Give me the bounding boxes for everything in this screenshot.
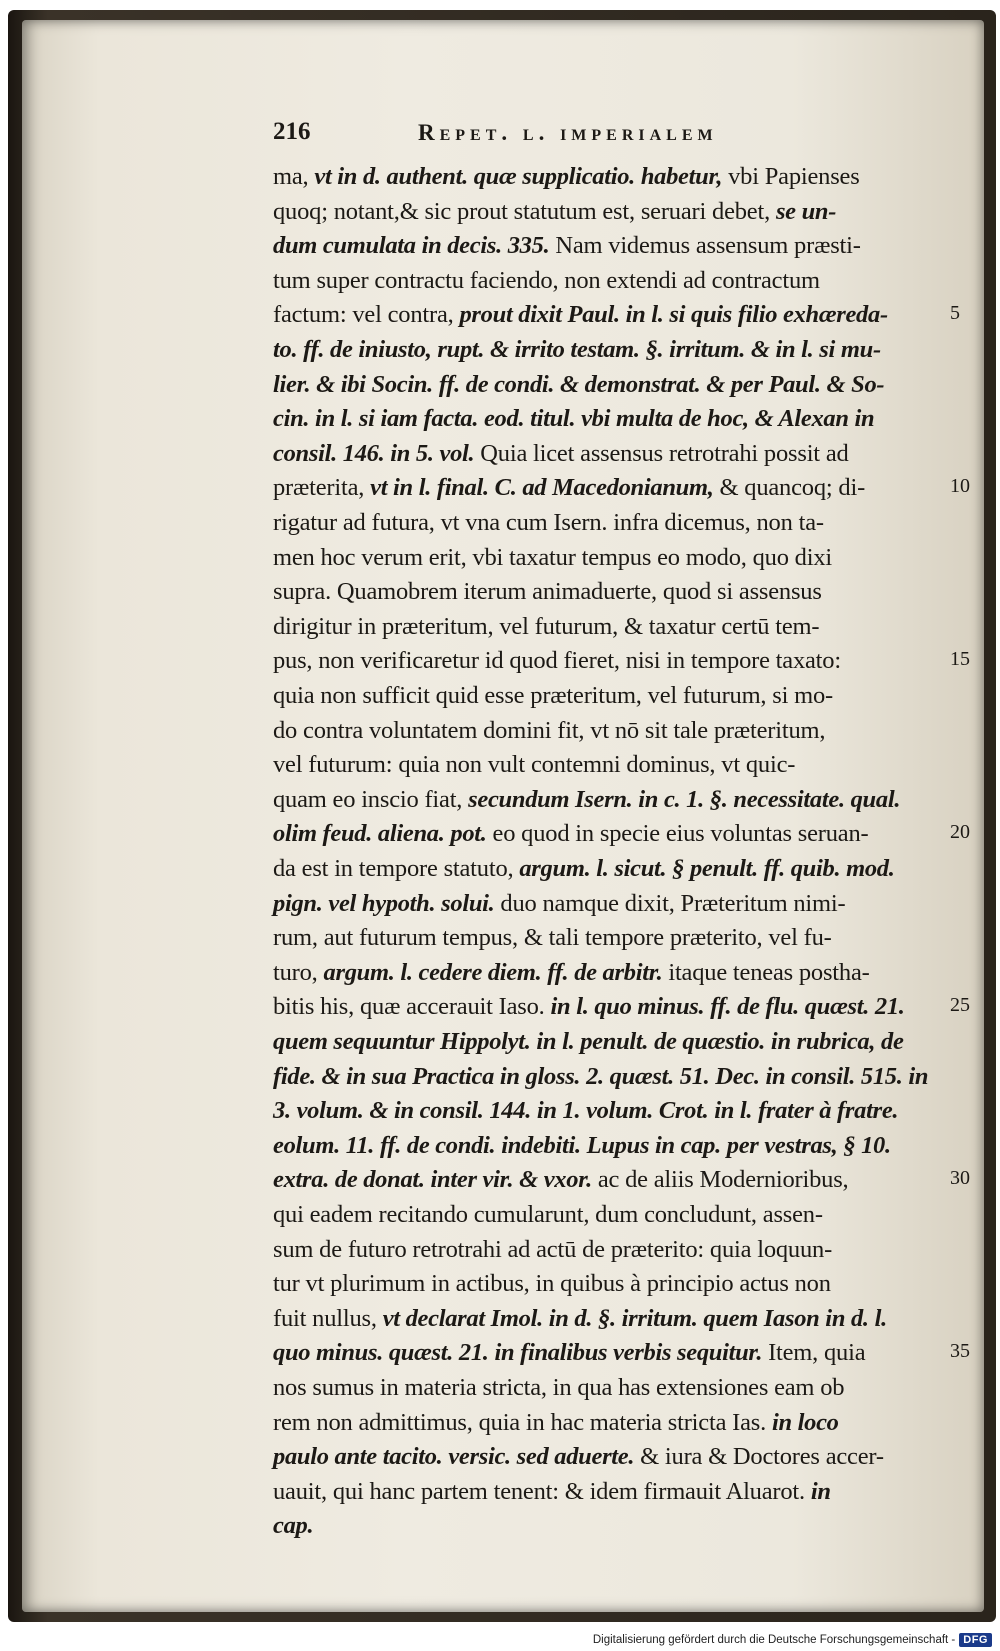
citation-text: consil. 146. in 5. vol. <box>273 439 475 467</box>
text-line <box>273 990 905 1025</box>
line-text: ma, <box>273 163 315 190</box>
citation-text: pign. vel hypoth. solui. <box>273 889 495 917</box>
text-line <box>273 575 822 610</box>
citation-text: se un- <box>775 197 837 225</box>
citation-text: 3. volum. & in consil. 144. in 1. volum. Crot. in l. frater à fratre. <box>273 1097 899 1125</box>
line-text: bitis his, quæ accerauit Iaso. <box>273 993 551 1021</box>
line-text: duo namque dixit, Præteritum nimi- <box>494 889 846 917</box>
citation-text: argum. l. cedere diem. ff. de arbitr. <box>323 958 663 986</box>
line-text: rum, aut futurum tempus, & tali tempore præterito, vel fu- <box>273 924 832 952</box>
text-line <box>273 368 884 403</box>
margin-line-number: 5 <box>950 302 960 325</box>
text-line <box>273 783 900 818</box>
text-line <box>273 748 795 783</box>
line-text: sum de futuro retrotrahi ad actū de præterito: quia loquun- <box>273 1235 833 1263</box>
line-text: factum: vel contra, <box>273 301 460 329</box>
line-text: ac de aliis Modernioribus, <box>591 1166 849 1194</box>
citation-text: in l. quo minus. ff. de flu. quæst. 21. <box>550 993 905 1021</box>
margin-line-number: 10 <box>950 475 970 498</box>
citation-text: eolum. 11. ff. de condi. indebiti. Lupus in cap. per vestras, § 10. <box>273 1131 891 1159</box>
line-text: pus, non verificaretur id quod fieret, nisi in tempore taxato: <box>273 647 841 675</box>
text-line <box>273 471 865 506</box>
line-text: quia non sufficit quid esse præteritum, vel futurum, si mo- <box>273 682 834 709</box>
line-text: itaque teneas postha- <box>662 958 870 986</box>
text-line <box>273 887 845 922</box>
credit-text: Digitalisierung gefördert durch die Deutsche Forschungsgemeinschaft - <box>592 1634 956 1646</box>
text-line <box>273 1406 839 1441</box>
citation-text: in <box>810 1477 831 1505</box>
text-line <box>273 1336 865 1371</box>
text-line <box>273 195 836 230</box>
citation-text: quem sequuntur Hippolyt. in l. penult. de quæstio. in rubrica, de <box>273 1028 904 1055</box>
margin-line-number: 25 <box>950 994 970 1017</box>
line-text: & quancoq; di- <box>713 474 866 502</box>
dfg-logo: DFG <box>959 1633 992 1647</box>
margin-line-number: 35 <box>950 1340 970 1363</box>
text-line <box>273 333 881 368</box>
text-line <box>273 714 825 749</box>
line-text: supra. Quamobrem iterum animaduerte, quod si assensus <box>273 578 822 606</box>
digitization-credit <box>593 1633 992 1647</box>
text-line <box>273 921 832 956</box>
page-header <box>273 118 973 154</box>
citation-text: prout dixit Paul. in l. si quis filio exhæreda- <box>459 301 888 329</box>
text-line <box>273 1025 904 1060</box>
text-line <box>273 956 870 991</box>
text-line <box>273 1233 832 1268</box>
line-text: da est in tempore statuto, <box>273 855 520 882</box>
citation-text: cin. in l. si iam facta. eod. titul. vbi multa de hoc, & Alexan in <box>273 405 875 433</box>
line-text: vbi Papienses <box>722 163 860 190</box>
text-line <box>273 679 833 714</box>
margin-line-number: 30 <box>950 1167 970 1190</box>
text-line <box>273 402 874 437</box>
citation-text: dum cumulata in decis. 335. <box>273 232 550 260</box>
line-text: nos sumus in materia stricta, in qua has extensiones eam ob <box>273 1374 845 1401</box>
line-text: tur vt plurimum in actibus, in quibus à principio actus non <box>273 1270 831 1298</box>
citation-text: lier. & ibi Socin. ff. de condi. & demonstrat. & per Paul. & So- <box>273 370 885 398</box>
citation-text: extra. de donat. inter vir. & vxor. <box>273 1166 592 1194</box>
citation-text: fide. & in sua Practica in gloss. 2. quæst. 51. Dec. in consil. 515. in <box>273 1062 929 1090</box>
line-text: do contra voluntatem domini fit, vt nō sit tale præteritum, <box>273 716 826 744</box>
text-line <box>273 1475 831 1510</box>
text-line <box>273 506 824 541</box>
line-text: uauit, qui hanc partem tenent: & idem firmauit Aluarot. <box>273 1477 811 1505</box>
line-text: quoq; notant,& sic prout statutum est, seruari debet, <box>273 197 776 225</box>
line-text: tum super contractu faciendo, non extendi ad contractum <box>273 266 820 294</box>
line-text: men hoc verum erit, vbi taxatur tempus eo modo, quo dixi <box>273 543 832 571</box>
line-text: rem non admittimus, quia in hac materia stricta Ias. <box>273 1408 772 1436</box>
citation-text: cap. <box>273 1512 314 1540</box>
text-line <box>273 1163 848 1198</box>
text-line <box>273 1267 831 1302</box>
line-text: Item, quia <box>762 1339 866 1367</box>
text-line <box>273 852 895 887</box>
citation-text: in loco <box>771 1408 839 1436</box>
page-number: 216 <box>273 118 311 145</box>
margin-line-number: 20 <box>950 821 970 844</box>
citation-text: vt in l. final. C. ad Macedonianum, <box>370 474 714 502</box>
citation-text: quo minus. quæst. 21. in finalibus verbis sequitur. <box>273 1339 763 1367</box>
text-line <box>273 160 860 195</box>
text-line <box>273 541 832 576</box>
citation-text: to. ff. de iniusto, rupt. & irrito testam. §. irritum. & in l. si mu- <box>273 336 881 363</box>
text-line <box>273 610 819 645</box>
citation-text: olim feud. aliena. pot. <box>273 820 487 848</box>
text-line <box>273 817 868 852</box>
text-line <box>273 298 888 333</box>
line-text: & iura & Doctores accer- <box>634 1443 884 1471</box>
text-line <box>273 229 861 264</box>
running-title: Repet. l. imperialem <box>418 120 718 145</box>
text-line <box>273 1129 891 1164</box>
text-line <box>273 264 820 299</box>
line-text: fuit nullus, <box>273 1304 383 1332</box>
line-text: præterita, <box>273 474 371 502</box>
line-text: qui eadem recitando cumularunt, dum concludunt, assen- <box>273 1201 823 1228</box>
line-text: vel futurum: quia non vult contemni dominus, vt quic- <box>273 751 796 779</box>
line-text: eo quod in specie eius voluntas seruan- <box>486 820 869 848</box>
citation-text: paulo ante tacito. versic. sed aduerte. <box>273 1443 635 1471</box>
text-line <box>273 644 841 679</box>
text-line <box>273 1198 823 1233</box>
citation-text: vt declarat Imol. in d. §. irritum. quem Iason in d. l. <box>382 1304 887 1332</box>
line-text: Nam videmus assensum præsti- <box>549 232 861 260</box>
line-text: turo, <box>273 958 324 986</box>
margin-line-number: 15 <box>950 648 970 671</box>
text-line <box>273 1371 844 1406</box>
citation-text: argum. l. sicut. § penult. ff. quib. mod. <box>519 855 895 882</box>
line-text: dirigitur in præteritum, vel futurum, & taxatur certū tem- <box>273 612 820 640</box>
text-line <box>273 1060 928 1095</box>
text-line <box>273 1302 887 1337</box>
citation-text: secundum Isern. in c. 1. §. necessitate. qual. <box>468 785 901 813</box>
text-line <box>273 1094 898 1129</box>
text-line <box>273 437 849 472</box>
line-text: rigatur ad futura, vt vna cum Isern. infra dicemus, non ta- <box>273 509 824 536</box>
text-line <box>273 1509 313 1544</box>
text-line <box>273 1440 884 1475</box>
line-text: quam eo inscio fiat, <box>273 785 469 813</box>
line-text: Quia licet assensus retrotrahi possit ad <box>474 439 849 467</box>
citation-text: vt in d. authent. quæ supplicatio. habetur, <box>314 163 723 190</box>
